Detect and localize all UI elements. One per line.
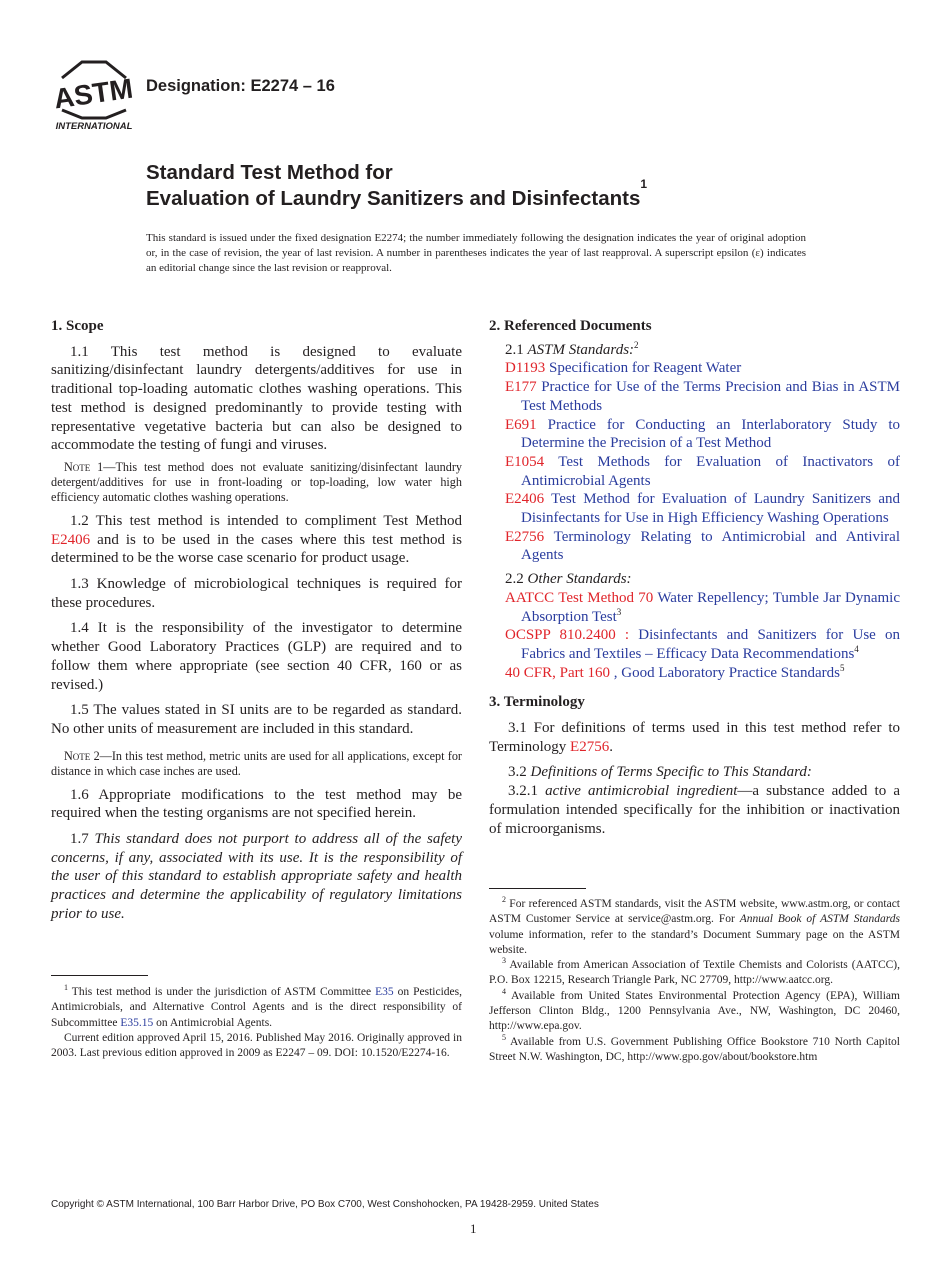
note-2-text: 2—In this test method, metric units are used for all applications, except for distance in which case inches are used. <box>51 748 462 778</box>
logo-wordmark: ASTM <box>52 72 135 115</box>
reference-code[interactable]: E2756 <box>505 528 545 545</box>
link-e35-15[interactable]: E35.15 <box>120 1016 154 1029</box>
reference-title[interactable]: Practice for Conducting an Interlaboratory Study to Determine the Precision of a Test Method <box>521 416 900 452</box>
note-2-label: Note <box>64 748 91 763</box>
link-e2756[interactable]: E2756 <box>570 738 610 755</box>
para-1-7-text: This standard does not purport to address all of the safety concerns, if any, associated with its use. It is the responsibility of the user of this standard to establish appropriate safety and health practices and determine the applicability of regulatory limitations prior to use. <box>51 831 463 922</box>
para-1-7-number: 1.7 <box>70 831 95 848</box>
reference-item[interactable] <box>489 626 900 663</box>
reference-item[interactable] <box>489 664 900 683</box>
reference-code[interactable]: D1193 <box>505 360 546 377</box>
designation-notice: This standard is issued under the fixed designation E2274; the number immediately following the designation indicates the year of original adoption or, in the case of revision, the year of last revision. A number in parentheses indicates the year of last reapproval. A superscript epsilon (ε) indicates an editorial change since the last revision or reapproval. <box>146 232 806 275</box>
footnote-3-mark: 3 <box>502 956 506 966</box>
other-standards-number: 2.2 <box>505 571 528 588</box>
reference-title[interactable]: Specification for Reagent Water <box>545 360 742 377</box>
reference-item[interactable] <box>489 490 900 527</box>
reference-item[interactable] <box>489 378 900 415</box>
copyright-notice: Copyright © ASTM International, 100 Barr Harbor Drive, PO Box C700, West Conshohocken, PA 19428-2959. United States <box>51 1199 599 1210</box>
footnote-3 <box>489 958 900 989</box>
footnote-5-text: Available from U.S. Government Publishing Office Bookstore 710 North Capitol Street N.W. Washington, DC, http://www.gpo.gov/about/bookstore.htm <box>489 1035 900 1063</box>
footnote-1 <box>51 985 462 1031</box>
para-1-2-text-b: and is to be used in the cases where this test method is determined to be the worse case scenario for product usage. <box>51 531 462 567</box>
footnote-1-edition: Current edition approved April 15, 2016. Published May 2016. Originally approved in 2003. Last previous edition approved in 2009 as E2247 – 09. DOI: 10.1520/E2274-16. <box>51 1031 462 1060</box>
astm-standards-label: ASTM Standards: <box>527 341 635 358</box>
footnote-5-mark: 5 <box>502 1032 506 1042</box>
reference-footnote-mark: 3 <box>616 606 622 617</box>
section-3-heading: 3. Terminology <box>489 694 585 711</box>
reference-item[interactable] <box>489 589 900 626</box>
footnote-2-text-a: For referenced ASTM standards, visit the ASTM website, www.astm.org, or contact ASTM Customer Service at service@astm.org. For <box>489 898 900 926</box>
footnote-rule-right <box>489 888 586 889</box>
footnote-2 <box>489 897 900 958</box>
reference-code[interactable]: OCSPP 810.2400 : <box>505 627 630 644</box>
other-standards-label: Other Standards: <box>527 571 632 588</box>
footnote-2-text-b: volume information, refer to the standard’s Document Summary page on the ASTM website. <box>489 928 900 956</box>
note-2 <box>51 749 462 779</box>
footnote-2-italic: Annual Book of ASTM Standards <box>739 913 900 926</box>
reference-title[interactable]: Water Repellency; Tumble Jar Dynamic Absorption Test <box>521 589 900 625</box>
term-definition: —a substance added to a formulation intended specifically for the inhibition or inactivation of microorganisms. <box>489 783 900 837</box>
para-1-2 <box>51 512 462 568</box>
right-column <box>489 317 900 838</box>
term-active-antimicrobial-ingredient: active antimicrobial ingredient <box>545 783 738 800</box>
reference-code[interactable]: E2406 <box>505 491 545 508</box>
astm-logo <box>52 58 136 132</box>
link-e2406[interactable]: E2406 <box>51 531 91 548</box>
footnote-4-text: Available from United States Environmental Protection Agency (EPA), William Jefferson Clinton Bldg., 1200 Pennsylvania Ave., NW, Washington, DC 20460, http://www.epa.gov. <box>489 989 900 1033</box>
para-3-2-text: Definitions of Terms Specific to This Standard: <box>530 764 812 781</box>
para-3-2-1-number: 3.2.1 <box>508 783 546 800</box>
other-reference-list <box>489 589 900 683</box>
reference-title[interactable]: Test Method for Evaluation of Laundry Sanitizers and Disinfectants for Use in High Efficiency Washing Operations <box>521 491 900 527</box>
title-line-2 <box>146 177 648 212</box>
para-1-1: 1.1 This test method is designed to evaluate sanitizing/disinfectant laundry detergents/additives for use in traditional top-loading automatic clothes washing operations. This test method is designed predominantly to provide testing with representative vegetative bacteria but can also be designed to accommodate the testing of fungi and viruses. <box>51 343 462 454</box>
para-1-6: 1.6 Appropriate modifications to the test method may be required when the testing organisms are not specified herein. <box>51 786 462 822</box>
para-1-7 <box>51 830 462 924</box>
astm-reference-list <box>489 359 900 565</box>
para-3-1-text: 3.1 For definitions of terms used in this test method refer to Terminology <box>489 720 900 755</box>
reference-code[interactable]: AATCC Test Method 70 <box>505 589 654 606</box>
reference-title[interactable]: Disinfectants and Sanitizers for Use on Fabrics and Textiles – Efficacy Data Recommendations <box>521 627 900 662</box>
footnote-1-text-c: on Antimicrobial Agents. <box>153 1016 273 1029</box>
footnote-4 <box>489 986 900 1035</box>
note-1-text: 1—This test method does not evaluate sanitizing/disinfectant laundry detergent/additives for use in front-loading or top-loading, low water high efficiency automatic clothes washing operations. <box>51 459 462 504</box>
para-1-2-text-a: 1.2 This test method is intended to compliment Test Method <box>70 512 462 529</box>
footnote-rule-left <box>51 975 148 976</box>
footnote-2-mark: 2 <box>502 895 506 905</box>
para-1-5: 1.5 The values stated in SI units are to be regarded as standard. No other units of measurement are included in this standard. <box>51 702 462 737</box>
reference-item[interactable] <box>489 453 900 490</box>
para-3-2-number: 3.2 <box>508 764 531 781</box>
footnote-1-text-b: on Pesticides, Antimicrobials, and Alternative Control Agents and is the direct responsibility of Subcommittee <box>51 986 462 1029</box>
title-line-2-text: Evaluation of Laundry Sanitizers and Disinfectants <box>146 187 641 210</box>
reference-title[interactable]: Test Methods for Evaluation of Inactivators of Antimicrobial Agents <box>521 453 900 489</box>
reference-title[interactable]: , Good Laboratory Practice Standards <box>610 664 840 681</box>
reference-code[interactable]: 40 CFR, Part 160 <box>505 664 611 681</box>
reference-title[interactable]: Practice for Use of the Terms Precision and Bias in ASTM Test Methods <box>521 379 900 414</box>
footnotes-right <box>489 897 900 1065</box>
footnotes-left <box>51 985 462 1061</box>
left-column <box>51 317 462 924</box>
reference-code[interactable]: E177 <box>505 379 537 396</box>
reference-item[interactable] <box>489 359 900 378</box>
footnote-1-mark: 1 <box>64 983 68 993</box>
para-3-1-end: . <box>609 738 613 755</box>
footnote-5 <box>489 1032 900 1066</box>
document-title <box>146 160 647 212</box>
logo-subtext: INTERNATIONAL <box>55 121 133 132</box>
footnote-1-text-a: This test method is under the jurisdiction of ASTM Committee <box>68 986 376 998</box>
reference-code[interactable]: E691 <box>505 416 537 433</box>
reference-footnote-mark: 5 <box>839 662 845 673</box>
para-3-2 <box>489 763 900 782</box>
para-3-1 <box>489 719 900 756</box>
link-e35[interactable]: E35 <box>375 986 394 998</box>
section-1-heading: 1. Scope <box>51 318 104 334</box>
astm-standards-footnote-mark: 2 <box>634 339 639 350</box>
page-number: 1 <box>470 1221 477 1236</box>
astm-standards-subhead <box>489 341 900 360</box>
reference-item[interactable] <box>489 416 900 453</box>
footnote-3-text: Available from American Association of Textile Chemists and Colorists (AATCC), P.O. Box 12215, Research Triangle Park, NC 27709, http://www.aatcc.org. <box>489 959 900 987</box>
note-1 <box>51 460 462 505</box>
para-1-4: 1.4 It is the responsibility of the investigator to determine whether Good Laboratory Practices (GLP) are required and to follow them where appropriate (see section 40 CFR, 160 or as revised.) <box>51 620 462 693</box>
designation: Designation: E2274 – 16 <box>146 77 335 95</box>
para-3-2-1 <box>489 782 900 838</box>
reference-code[interactable]: E1054 <box>505 453 545 470</box>
note-1-label: Note <box>64 459 91 474</box>
reference-item[interactable] <box>489 528 900 565</box>
section-2-heading: 2. Referenced Documents <box>489 318 652 334</box>
title-line-1: Standard Test Method for <box>146 161 393 184</box>
title-footnote-mark: 1 <box>640 177 648 191</box>
astm-standards-number: 2.1 <box>505 341 528 358</box>
reference-title[interactable]: Terminology Relating to Antimicrobial and Antiviral Agents <box>521 528 900 564</box>
reference-footnote-mark: 4 <box>854 643 859 654</box>
footnote-4-mark: 4 <box>502 986 506 996</box>
other-standards-subhead <box>489 570 900 589</box>
para-1-3: 1.3 Knowledge of microbiological techniques is required for these procedures. <box>51 576 462 611</box>
